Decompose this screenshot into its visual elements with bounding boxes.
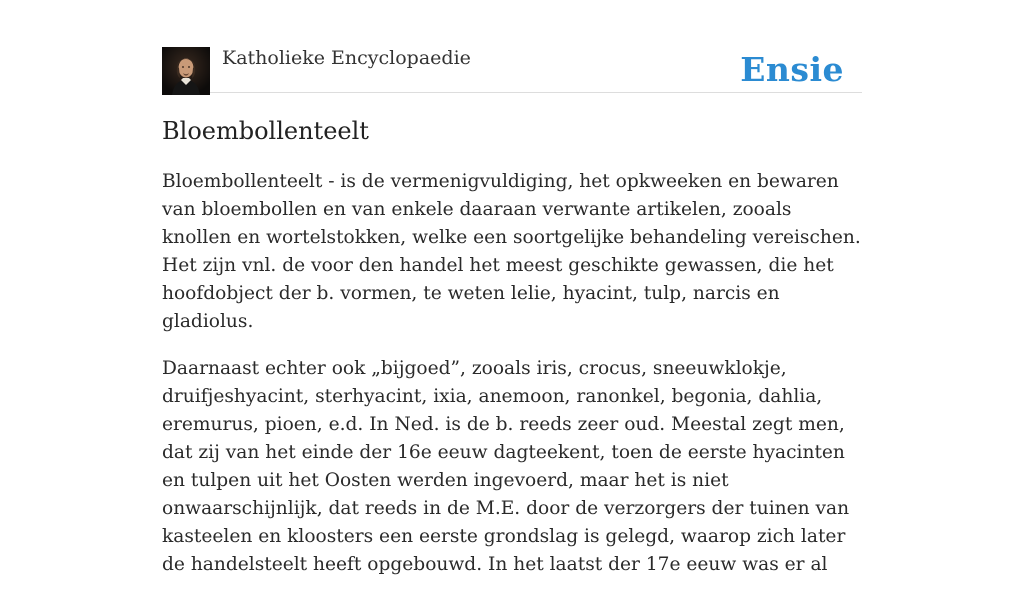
- article-title: Bloembollenteelt: [162, 117, 369, 145]
- site-header: [162, 44, 862, 93]
- article-body: [162, 168, 864, 598]
- brand-logo[interactable]: Ensie: [740, 50, 844, 89]
- portrait-graphic: [162, 47, 210, 95]
- portrait-avatar-icon[interactable]: [162, 47, 210, 95]
- source-title[interactable]: Katholieke Encyclopaedie: [222, 47, 471, 69]
- article-paragraph: Daarnaast echter ook „bijgoed”, zooals iris, crocus, sneeuwklokje, druifjeshyacint, sterhyacint, ixia, anemoon, ranonkel, begonia, dahlia, eremurus, pioen, e.d. In Ned. is de b. reeds zeer oud. Meestal zegt men, dat zij van het einde der 16e eeuw dagteekent, toen de eerste hyacinten en tulpen uit het Oosten werden ingevoerd, maar het is niet onwaarschijnlijk, dat reeds in de M.E. door de verzorgers der tuinen van kasteelen en kloosters een eerste grondslag is gelegd, waarop zich later de handelsteelt heeft opgebouwd. In het laatst der 17e eeuw was er al: [162, 358, 850, 575]
- article-paragraph: Bloembollenteelt - is de vermenigvuldiging, het opkweeken en bewaren van bloembollen en van enkele daaraan verwante artikelen, zooals knollen en wortelstokken, welke een soortgelijke behandeling vereischen. Het zijn vnl. de voor den handel het meest geschikte gewassen, die het hoofdobject der b. vormen, te weten lelie, hyacint, tulp, narcis en gladiolus.: [162, 171, 861, 332]
